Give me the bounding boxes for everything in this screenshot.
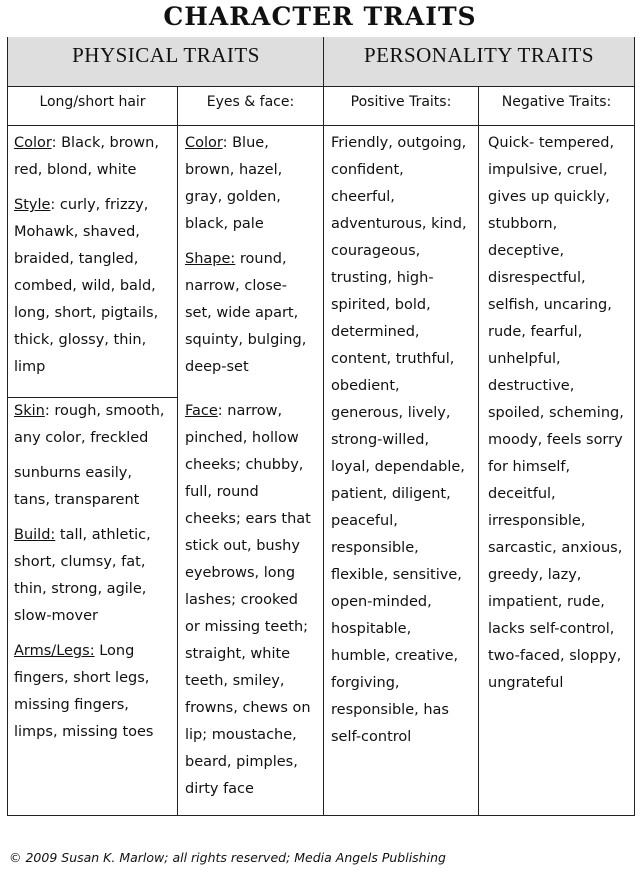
subheader-positive: Positive Traits: xyxy=(350,94,452,110)
build-label: Build: xyxy=(14,527,56,543)
eyes-traits: Color: Blue, brown, hazel, gray, golden, black, pale Shape: round, narrow, close- set, wide apart, squinty, bulging, deep-set xyxy=(185,135,307,375)
hair-color-label: Color xyxy=(14,135,52,151)
header-personality: PERSONALITY TRAITS xyxy=(324,37,634,87)
limbs-label: Arms/Legs: xyxy=(14,643,95,659)
face-traits: Face: narrow, pinched, hollow cheeks; chubby, full, round cheeks; ears that stick out, bushy eyebrows, long lashes; crooked or missing teeth; straight, white teeth, smiley, frowns, chews on lip; moustache, beard, pimples, dirty face xyxy=(185,403,311,797)
eye-color-label: Color xyxy=(185,135,223,151)
divider-personality xyxy=(478,87,479,816)
face-label: Face xyxy=(185,403,218,419)
subheader-negative: Negative Traits: xyxy=(501,94,612,110)
divider-subheader xyxy=(7,125,635,126)
divider-main xyxy=(323,37,324,816)
hair-style-label: Style xyxy=(14,197,51,213)
page-title: CHARACTER TRAITS xyxy=(163,2,477,31)
eye-shape-label: Shape: xyxy=(185,251,236,267)
hair-traits: Color: Black, brown, red, blond, white Style: curly, frizzy, Mohawk, shaved, braided, tangled, combed, wild, bald, long, short, pigtails, thick, glossy, thin, limp xyxy=(14,135,159,375)
copyright-footer: © 2009 Susan K. Marlow; all rights reserved; Media Angels Publishing xyxy=(9,850,446,865)
negative-traits: Quick- tempered, impulsive, cruel, gives up quickly, stubborn, deceptive, disrespectful, selfish, uncaring, rude, fearful, unhelpful, destructive, spoiled, scheming, moody, feels sorry for himself, deceitful, irresponsible, sarcastic, anxious, greedy, lazy, impatient, rude, lacks self-control, two-faced, sloppy, ungrateful xyxy=(488,135,624,691)
divider-physical xyxy=(177,87,178,816)
header-physical: PHYSICAL TRAITS xyxy=(8,37,324,87)
skin-label: Skin xyxy=(14,403,45,419)
body-traits: Skin: rough, smooth, any color, freckled sunburns easily, tans, transparent Build: tall, athletic, short, clumsy, fat, thin, strong, agile, slow-mover Arms/Legs: Long fingers, short legs, missing fingers, limps, missing toes xyxy=(14,403,165,740)
positive-traits: Friendly, outgoing, confident, cheerful, adventurous, kind, courageous, trusting, high- spirited, bold, determined, content, truthful, obedient, generous, lively, strong-willed, loyal, dependable, patient, diligent, peaceful, responsible, flexible, sensitive, open-minded, hospitable, humble, creative, forgiving, responsible, has self-control xyxy=(331,135,467,745)
subheader-hair: Long/short hair xyxy=(39,94,146,110)
subheader-eyes: Eyes & face: xyxy=(206,94,295,110)
